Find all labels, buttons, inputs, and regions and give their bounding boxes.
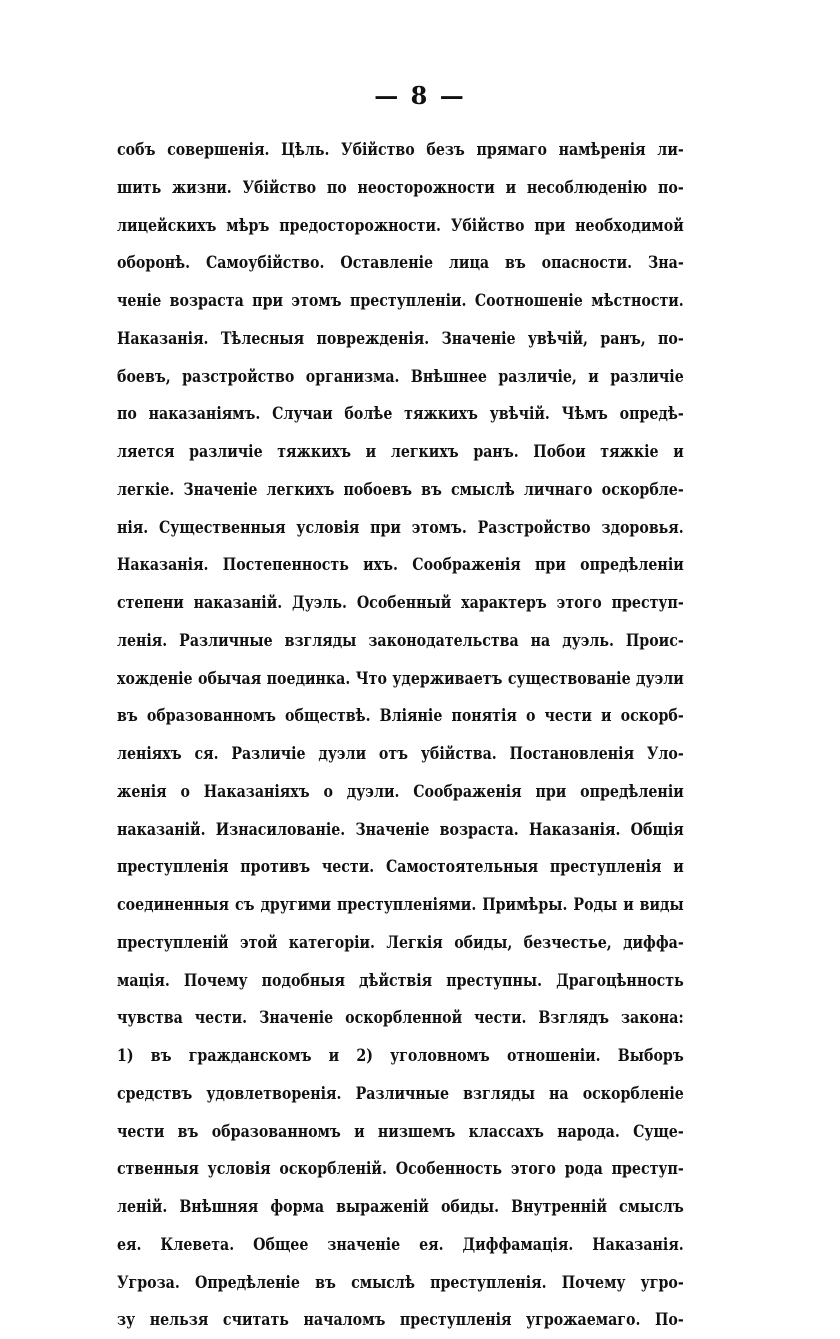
text-line: шить жизни. Убійство по неосторожности и несоблюденію по-: [117, 177, 684, 197]
text-line: боевъ, разстройство организма. Внѣшнее различіе, и различіе: [117, 366, 684, 386]
text-line: ляется различіе тяжкихъ и легкихъ ранъ. Побои тяжкіе и: [117, 442, 684, 461]
text-line: по наказаніямъ. Случаи болѣе тяжкихъ увѣчій. Чѣмъ опредѣ-: [117, 404, 684, 424]
text-line: оборонѣ. Самоубійство. Оставленіе лица въ опасности. Зна-: [117, 253, 684, 273]
text-line: зу нельзя считать началомъ преступленія угрожаемаго. По-: [117, 1310, 684, 1330]
text-line: собъ совершенія. Цѣль. Убійство безъ прямаго намѣренія ли-: [117, 140, 684, 159]
text-line: Наказанія. Тѣлесныя поврежденія. Значеніе увѣчій, ранъ, по-: [117, 328, 684, 348]
text-line: ченіе возраста при этомъ преступленіи. Соотношеніе мѣстности.: [117, 291, 684, 310]
text-line: преступленій этой категоріи. Легкія обиды, безчестье, диффа-: [117, 932, 684, 952]
text-line: ленія. Различные взгляды законодательства на дуэль. Проис-: [117, 630, 684, 650]
text-line: наказаній. Изнасилованіе. Значеніе возраста. Наказанія. Общія: [117, 819, 684, 839]
text-line: нія. Существенныя условія при этомъ. Разстройство здоровья.: [117, 517, 684, 537]
text-line: леніяхъ ся. Различіе дуэли отъ убійства. Постановленія Уло-: [117, 744, 684, 763]
text-line: чести въ образованномъ и низшемъ классахъ народа. Суще-: [117, 1121, 684, 1141]
text-line: преступленія противъ чести. Самостоятельныя преступленія и: [117, 857, 684, 877]
text-line: женія о Наказаніяхъ о дуэли. Соображенія при опредѣленіи: [117, 781, 684, 801]
text-line: легкіе. Значеніе легкихъ побоевъ въ смыслѣ личнаго оскорбле-: [117, 479, 684, 499]
text-line: чувства чести. Значеніе оскорбленной чести. Взглядъ закона:: [117, 1008, 684, 1028]
text-line: 1) въ гражданскомъ и 2) уголовномъ отношеніи. Выборъ: [117, 1046, 684, 1065]
text-line: Угроза. Опредѣленіе въ смыслѣ преступленія. Почему угро-: [117, 1272, 684, 1292]
text-line: соединенныя съ другими преступленіями. Примѣры. Роды и виды: [117, 895, 684, 914]
body-text: [117, 131, 684, 1339]
text-line: мація. Почему подобныя дѣйствія преступны. Драгоцѣнность: [117, 970, 684, 990]
text-line: Наказанія. Постепенность ихъ. Соображенія при опредѣленіи: [117, 555, 684, 575]
text-line: ственныя условія оскорбленій. Особенность этого рода преступ-: [117, 1159, 684, 1179]
text-line: степени наказаній. Дуэль. Особенный характеръ этого преступ-: [117, 593, 684, 612]
text-line: въ образованномъ обществѣ. Вліяніе понятія о чести и оскорб-: [117, 706, 684, 726]
text-line: ея. Клевета. Общее значеніе ея. Диффамація. Наказанія.: [117, 1234, 684, 1254]
text-line: средствъ удовлетворенія. Различные взгляды на оскорбленіе: [117, 1083, 684, 1103]
text-line: хожденіе обычая поединка. Что удерживаетъ существованіе дуэли: [117, 668, 684, 688]
page-number: — 8 —: [374, 81, 466, 110]
text-line: леній. Внѣшняя форма выраженій обиды. Внутренній смыслъ: [117, 1197, 684, 1216]
text-line: лицейскихъ мѣръ предосторожности. Убійство при необходимой: [117, 215, 684, 235]
